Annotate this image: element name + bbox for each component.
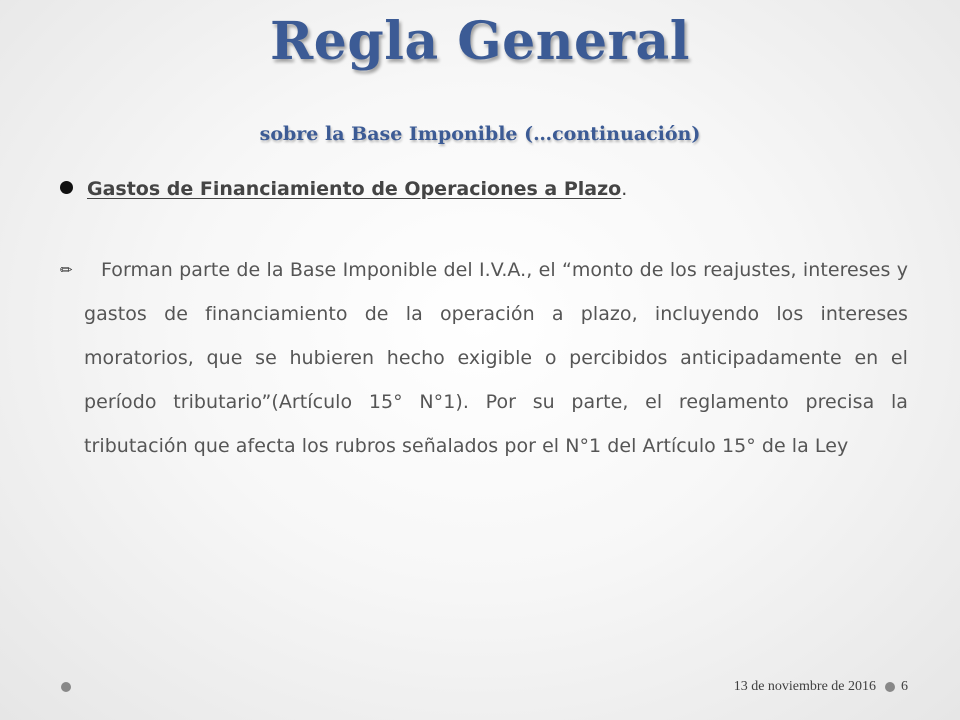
- filled-circle-bullet-icon: [60, 181, 73, 194]
- slide-title: Regla General: [270, 11, 690, 72]
- bullet-heading-suffix: .: [621, 178, 628, 200]
- bullet-item-paragraph: [60, 248, 908, 468]
- footer-left-dot-icon: [61, 682, 71, 692]
- slide-subtitle: sobre la Base Imponible (…continuación): [259, 123, 701, 145]
- bullet-paragraph-text: Forman parte de la Base Imponible del I.V.A., el “monto de los reajustes, intereses y gastos de financiamiento de la operación a plazo, incluyendo los intereses moratorios, que se hubieren hecho exigible o percibidos anticipadamente en el período tributario”(Artículo 15° N°1). Por su parte, el reglamento precisa la tributación que afecta los rubros señalados por el N°1 del Artículo 15° de la Ley: [84, 259, 908, 457]
- slide-number: 6: [901, 679, 908, 694]
- bullet-item-heading: [60, 174, 920, 204]
- footer-date: 13 de noviembre de 2016: [733, 679, 876, 694]
- bullet-heading-text: Gastos de Financiamiento de Operaciones a Plazo: [87, 178, 622, 200]
- pencil-bullet-icon: ✏: [60, 261, 73, 279]
- footer-right-dot-icon: [885, 682, 895, 692]
